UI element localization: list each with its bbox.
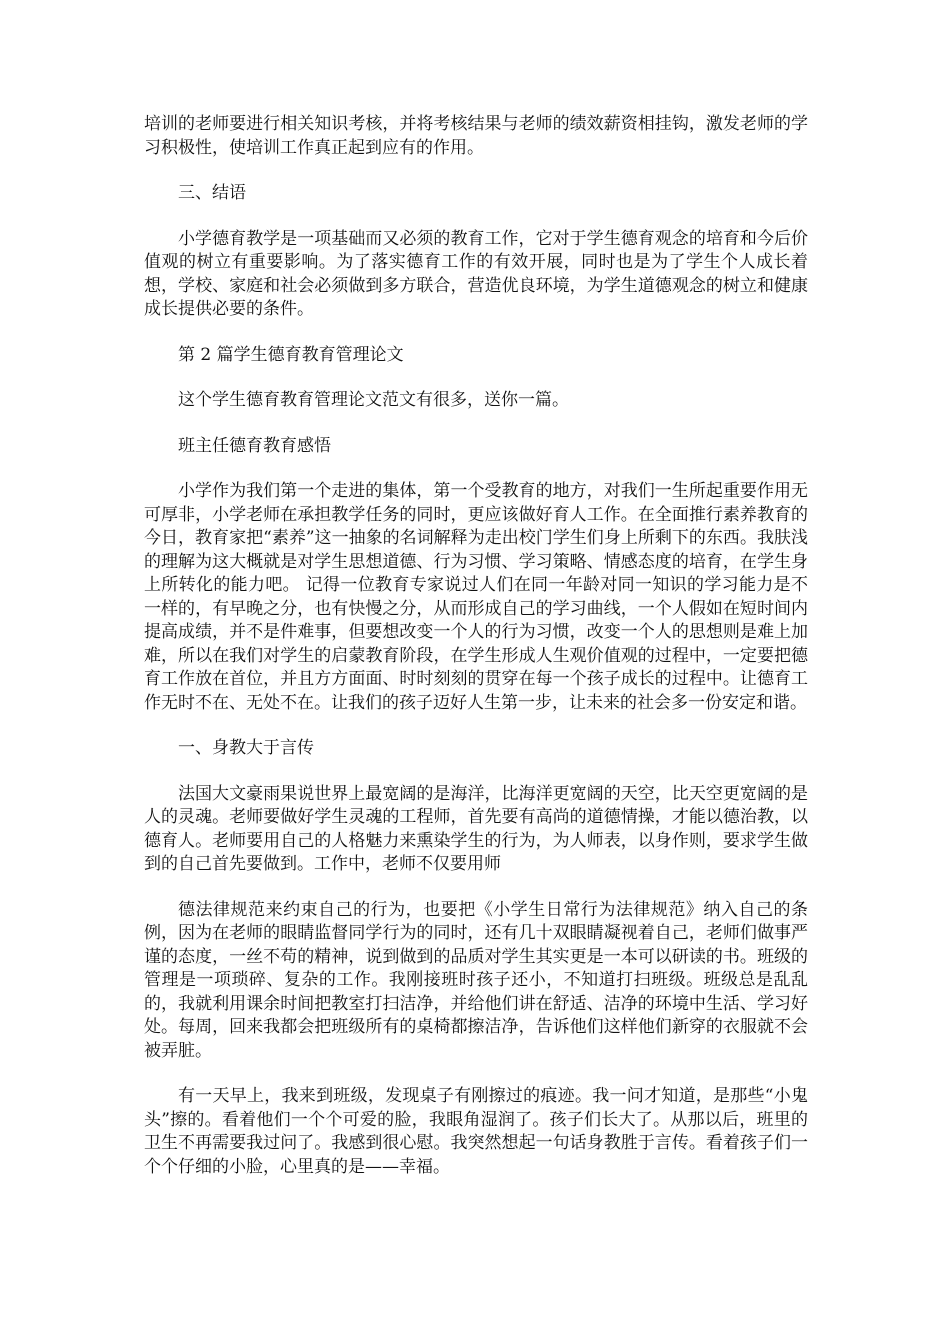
section-heading-conclusion: 三、结语 [178,183,246,203]
paragraph-conclusion: 小学德育教学是一项基础而又必须的教育工作，它对于学生德育观念的培育和今后价值观的树立有重要影响。为了落实德育工作的有效开展，同时也是为了学生个人成长着想，学校、家庭和社会必须做到多方联合，营造优良环境，为学生道德观念的树立和健康成长提供必要的条件。 [144,228,808,319]
paragraph-primary-school: 小学作为我们第一个走进的集体，第一个受教育的地方，对我们一生所起重要作用无可厚非，小学老师在承担教学任务的同时，更应该做好育人工作。在全面推行素养教育的今日，教育家把“素养”这一抽象的名词解释为走出校门学生们身上所剩下的东西。我肤浅的理解为这大概就是对学生思想道德、行为习惯、学习策略、情感态度的培育，在学生身上所转化的能力吧。 记得一位教育专家说过人们在同一年龄对同一知识的学习能力是不一样的，有早晚之分，也有快慢之分，从而形成自己的学习曲线，一个人假如在短时间内提高成绩，并不是件难事，但要想改变一个人的行为习惯，改变一个人的思想则是难上加难，所以在我们对学生的启蒙教育阶段，在学生形成人生观价值观的过程中，一定要把德育工作放在首位，并且方方面面、时时刻刻的贯穿在每一个孩子成长的过程中。让德育工作无时不在、无处不在。让我们的孩子迈好人生第一步，让未来的社会多一份安定和谐。 [144,481,808,713]
paragraph-training-assessment: 培训的老师要进行相关知识考核，并将考核结果与老师的绩效薪资相挂钩，激发老师的学习积极性，使培训工作真正起到应有的作用。 [144,114,808,158]
paragraph-intro-note: 这个学生德育教育管理论文范文有很多，送你一篇。 [178,390,569,410]
paragraph-hugo-quote: 法国大文豪雨果说世界上最宽阔的是海洋，比海洋更宽阔的天空，比天空更宽阔的是人的灵魂。老师要做好学生灵魂的工程师，首先要有高尚的道德情操，才能以德治教，以德育人。老师要用自己的人格魅力来熏染学生的行为，为人师表，以身作则，要求学生做到的自己首先要做到。工作中，老师不仅要用师 [144,783,808,874]
document-body [144,113,808,1201]
article-subtitle: 班主任德育教育感悟 [178,435,331,456]
paragraph-one-morning: 有一天早上，我来到班级，发现桌子有刚擦过的痕迹。我一问才知道，是那些“小鬼头”擦的。看着他们一个个可爱的脸，我眼角湿润了。孩子们长大了。从那以后，班里的卫生不再需要我过问了。我感到很心慰。我突然想起一句话身教胜于言传。看着孩子们一个个仔细的小脸，心里真的是——幸福。 [144,1086,808,1177]
paragraph-code-of-conduct: 德法律规范来约束自己的行为，也要把《小学生日常行为法律规范》纳入自己的条例，因为在老师的眼睛监督同学行为的同时，还有几十双眼睛凝视着自己，老师们做事严谨的态度，一丝不苟的精神，说到做到的品质对学生其实更是一本可以研读的书。班级的管理是一项琐碎、复杂的工作。我刚接班时孩子还小，不知道打扫班级。班级总是乱乱的，我就利用课余时间把教室打扫洁净，并给他们讲在舒适、洁净的环境中生活、学习好处。每周，回来我都会把班级所有的桌椅都擦洁净，告诉他们这样他们新穿的衣服就不会被弄脏。 [144,899,808,1061]
article-title: 第 2 篇学生德育教育管理论文 [178,344,404,365]
section-heading-lead-by-example: 一、身教大于言传 [178,738,314,758]
